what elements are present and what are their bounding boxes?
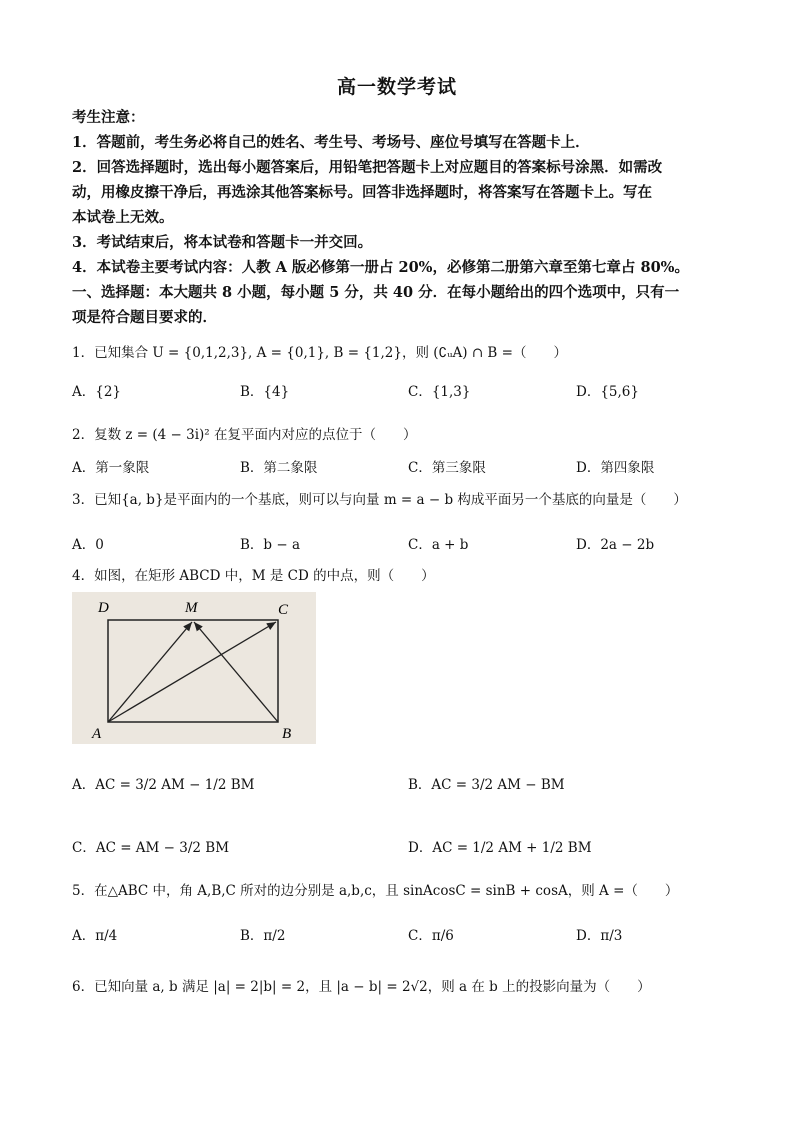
question-1-option-c: C．{1,3} [408, 384, 471, 400]
question-2-stem: 2．复数 z = (4 − 3i)² 在复平面内对应的点位于（ ） [72, 427, 417, 443]
label-d: D [98, 600, 109, 616]
question-5-option-a: A．π/4 [72, 928, 118, 944]
question-2-option-b: B．第二象限 [240, 460, 318, 476]
question-4-option-d: D．AC = 1/2 AM + 1/2 BM [408, 840, 592, 856]
label-c: C [278, 602, 289, 618]
question-2-option-a: A．第一象限 [72, 460, 150, 476]
notice-item: 动，用橡皮擦干净后，再选涂其他答案标号。回答非选择题时，将答案写在答题卡上。写在 [72, 184, 652, 201]
vector-ac [108, 622, 276, 722]
notice-heading: 考生注意： [72, 109, 145, 126]
question-5-option-d: D．π/3 [576, 928, 623, 944]
question-1-stem: 1．已知集合 U = {0,1,2,3}, A = {0,1}, B = {1,2}，则 (∁ᵤA) ∩ B =（ ） [72, 345, 567, 361]
notice-item: 4．本试卷主要考试内容：人教 A 版必修第一册占 20%，必修第二册第六章至第七章占 80%。 [72, 259, 689, 276]
question-4-option-a: A．AC = 3/2 AM − 1/2 BM [72, 777, 255, 793]
vector-bm [194, 622, 278, 722]
question-1-option-b: B．{4} [240, 384, 290, 400]
question-3-option-c: C．a + b [408, 537, 469, 553]
question-1-option-d: D．{5,6} [576, 384, 639, 400]
notice-item: 本试卷上无效。 [72, 209, 174, 226]
question-3-option-b: B．b − a [240, 537, 301, 553]
label-a: A [92, 726, 102, 742]
question-2-option-d: D．第四象限 [576, 460, 655, 476]
question-5-option-b: B．π/2 [240, 928, 286, 944]
section-heading: 一、选择题：本大题共 8 小题，每小题 5 分，共 40 分．在每小题给出的四个选项中，只有一 [72, 284, 680, 301]
question-5-option-c: C．π/6 [408, 928, 454, 944]
question-4-stem: 4．如图，在矩形 ABCD 中，M 是 CD 的中点，则（ ） [72, 568, 435, 584]
label-b: B [282, 726, 292, 742]
question-3-option-a: A．0 [72, 537, 104, 553]
question-2-option-c: C．第三象限 [408, 460, 486, 476]
vector-am [108, 622, 192, 722]
question-4-option-c: C．AC = AM − 3/2 BM [72, 840, 230, 856]
notice-item: 2．回答选择题时，选出每小题答案后，用铅笔把答题卡上对应题目的答案标号涂黑．如需改 [72, 159, 663, 176]
rectangle-figure [72, 592, 316, 744]
question-3-stem: 3．已知{a, b}是平面内的一个基底，则可以与向量 m = a − b 构成平面另一个基底的向量是（ ） [72, 492, 687, 508]
question-3-option-d: D．2a − 2b [576, 537, 655, 553]
question-4-option-b: B．AC = 3/2 AM − BM [408, 777, 565, 793]
rectangle-diagram-svg [72, 592, 316, 744]
question-5-stem: 5．在△ABC 中，角 A,B,C 所对的边分别是 a,b,c，且 sinAcosC = sinB + cosA，则 A =（ ） [72, 883, 679, 899]
question-6-stem: 6．已知向量 a, b 满足 |a| = 2|b| = 2，且 |a − b| = 2√2，则 a 在 b 上的投影向量为（ ） [72, 979, 651, 995]
notice-item: 3．考试结束后，将本试卷和答题卡一并交回。 [72, 234, 373, 251]
notice-item: 1．答题前，考生务必将自己的姓名、考生号、考场号、座位号填写在答题卡上． [72, 134, 590, 151]
question-1-option-a: A．{2} [72, 384, 122, 400]
exam-title: 高一数学考试 [336, 76, 457, 98]
section-heading-cont: 项是符合题目要求的． [72, 309, 217, 326]
label-m: M [185, 600, 198, 616]
